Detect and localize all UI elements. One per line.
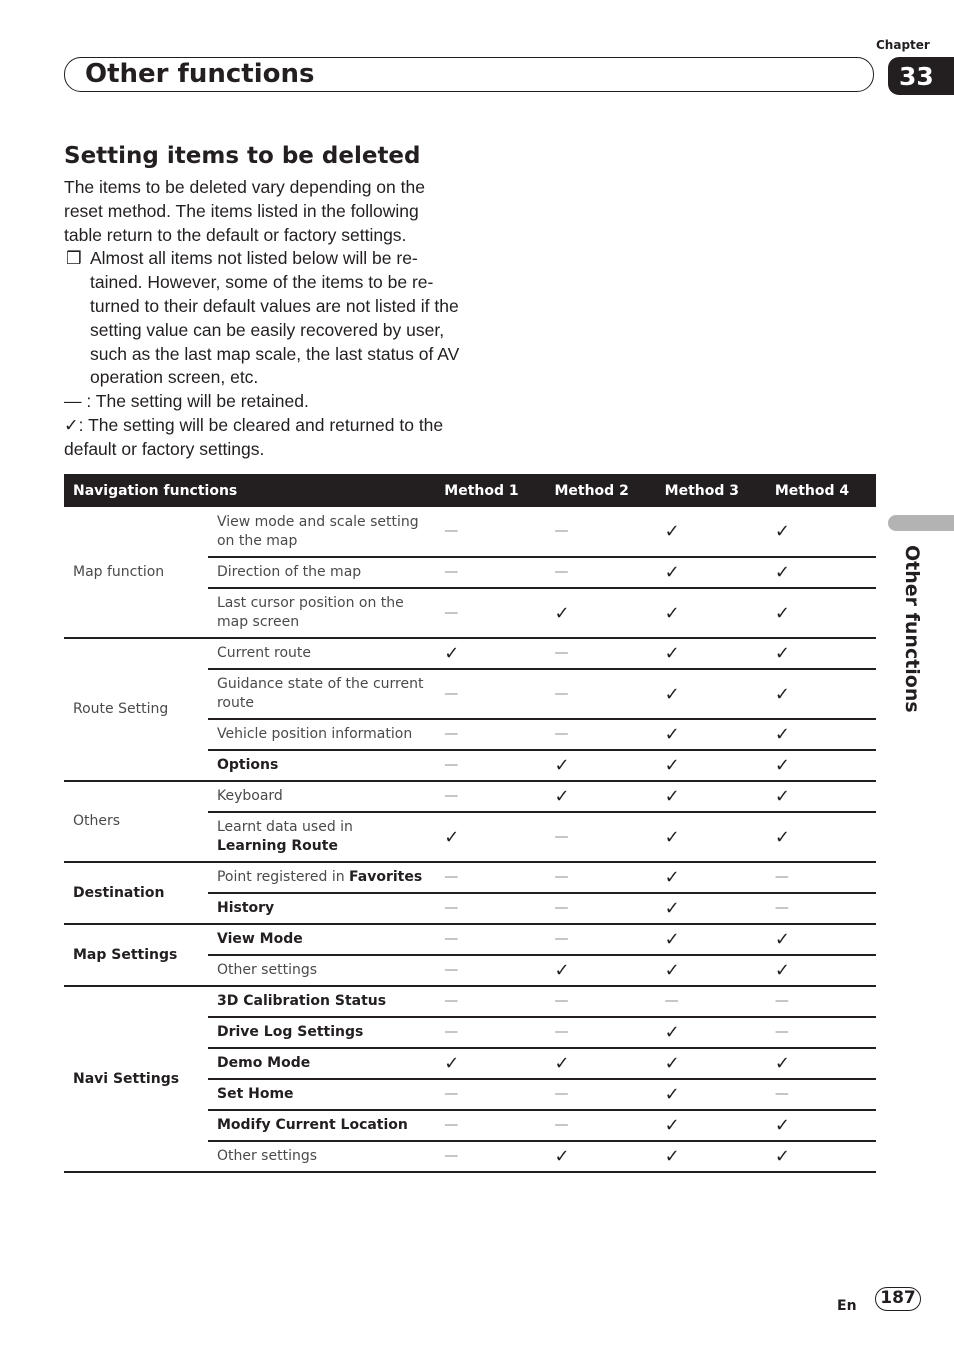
method-1-mark: ✓ xyxy=(435,638,545,669)
method-4-mark: ✓ xyxy=(766,781,876,812)
method-4-mark: ✓ xyxy=(766,507,876,557)
setting-item: History xyxy=(208,893,435,924)
method-4-mark: ✓ xyxy=(766,812,876,862)
method-3-mark: ✓ xyxy=(656,812,766,862)
setting-item: Demo Mode xyxy=(208,1048,435,1079)
method-3-mark: ✓ xyxy=(656,588,766,638)
header-method-2: Method 2 xyxy=(545,474,655,507)
setting-item-prefix: Point registered in xyxy=(216,869,350,885)
method-1-mark: — xyxy=(435,1141,545,1172)
method-4-mark: ✓ xyxy=(766,955,876,986)
setting-item: Drive Log Settings xyxy=(208,1017,435,1048)
method-1-mark: — xyxy=(435,986,545,1017)
method-1-mark: — xyxy=(435,1110,545,1141)
method-1-mark: — xyxy=(435,719,545,750)
setting-item: Keyboard xyxy=(208,781,435,812)
setting-item: Set Home xyxy=(208,1079,435,1110)
method-3-mark: ✓ xyxy=(656,1079,766,1110)
header-method-1: Method 1 xyxy=(435,474,545,507)
method-2-mark: — xyxy=(545,557,655,588)
method-3-mark: ✓ xyxy=(656,557,766,588)
header-method-4: Method 4 xyxy=(766,474,876,507)
method-1-mark: — xyxy=(435,1079,545,1110)
method-4-mark: — xyxy=(766,1017,876,1048)
header-bar xyxy=(64,57,874,92)
settings-table xyxy=(64,474,876,1173)
table-row xyxy=(64,986,876,1017)
method-2-mark: — xyxy=(545,812,655,862)
setting-item: 3D Calibration Status xyxy=(208,986,435,1017)
method-2-mark: — xyxy=(545,862,655,893)
setting-item xyxy=(208,862,435,893)
method-1-mark: — xyxy=(435,1017,545,1048)
group-label: Map Settings xyxy=(64,924,208,986)
method-2-mark: ✓ xyxy=(545,955,655,986)
checkbox-bullet-icon: ❒ xyxy=(66,248,82,269)
method-3-mark: ✓ xyxy=(656,862,766,893)
method-2-mark: — xyxy=(545,924,655,955)
note-text: Almost all items not listed below will be re- tained. However, some of the items to be re- turned to their default values are not listed if the setting value can be easily recovered by user, such as the last map scale, the last status of AV operation screen, etc. xyxy=(90,248,460,388)
method-2-mark: — xyxy=(545,1110,655,1141)
setting-item: Direction of the map xyxy=(208,557,435,588)
intro-paragraph: The items to be deleted vary depending on the reset method. The items listed in the following table return to the default or factory settings. xyxy=(64,177,425,245)
table-header-row xyxy=(64,474,876,507)
method-1-mark: — xyxy=(435,924,545,955)
method-1-mark: — xyxy=(435,893,545,924)
setting-item: View mode and scale setting on the map xyxy=(208,507,435,557)
side-tab-label: Other functions xyxy=(901,545,923,713)
setting-item-bold: Favorites xyxy=(349,869,423,885)
table-row xyxy=(64,507,876,557)
method-4-mark: — xyxy=(766,862,876,893)
table-row xyxy=(64,924,876,955)
chapter-number-badge: 33 xyxy=(888,57,954,95)
method-2-mark: — xyxy=(545,638,655,669)
method-1-mark: ✓ xyxy=(435,812,545,862)
method-3-mark: ✓ xyxy=(656,719,766,750)
method-4-mark: ✓ xyxy=(766,1141,876,1172)
table-row xyxy=(64,638,876,669)
group-label: Destination xyxy=(64,862,208,924)
method-2-mark: — xyxy=(545,986,655,1017)
method-3-mark: ✓ xyxy=(656,1141,766,1172)
method-1-mark: — xyxy=(435,588,545,638)
method-1-mark: — xyxy=(435,669,545,719)
method-2-mark: ✓ xyxy=(545,750,655,781)
chapter-label: Chapter xyxy=(876,38,930,52)
method-3-mark: ✓ xyxy=(656,750,766,781)
table-row xyxy=(64,862,876,893)
footer-language: En xyxy=(837,1298,857,1314)
method-2-mark: ✓ xyxy=(545,588,655,638)
setting-item: Guidance state of the current route xyxy=(208,669,435,719)
intro-block xyxy=(64,176,460,462)
setting-item: Last cursor position on the map screen xyxy=(208,588,435,638)
method-4-mark: ✓ xyxy=(766,1048,876,1079)
method-4-mark: ✓ xyxy=(766,750,876,781)
method-3-mark: ✓ xyxy=(656,1017,766,1048)
method-2-mark: — xyxy=(545,893,655,924)
method-3-mark: ✓ xyxy=(656,507,766,557)
method-3-mark: ✓ xyxy=(656,893,766,924)
note-item xyxy=(64,247,460,390)
legend-retained: — : The setting will be retained. xyxy=(64,391,309,412)
method-2-mark: — xyxy=(545,1017,655,1048)
method-2-mark: — xyxy=(545,719,655,750)
side-tab-marker xyxy=(888,515,954,531)
setting-item: Modify Current Location xyxy=(208,1110,435,1141)
method-1-mark: — xyxy=(435,557,545,588)
method-4-mark: — xyxy=(766,1079,876,1110)
setting-item: Current route xyxy=(208,638,435,669)
method-2-mark: — xyxy=(545,1079,655,1110)
method-4-mark: ✓ xyxy=(766,588,876,638)
method-3-mark: ✓ xyxy=(656,781,766,812)
page-number: 187 xyxy=(875,1287,921,1311)
method-4-mark: ✓ xyxy=(766,557,876,588)
group-label: Navi Settings xyxy=(64,986,208,1172)
legend-cleared: ✓: The setting will be cleared and returned to the default or factory settings. xyxy=(64,414,444,459)
method-4-mark: ✓ xyxy=(766,719,876,750)
setting-item xyxy=(208,812,435,862)
group-label: Map function xyxy=(64,507,208,638)
method-4-mark: — xyxy=(766,986,876,1017)
setting-item: Other settings xyxy=(208,1141,435,1172)
method-2-mark: — xyxy=(545,669,655,719)
group-label: Route Setting xyxy=(64,638,208,781)
setting-item-bold: Learning Route xyxy=(216,838,338,854)
page-header-title: Other functions xyxy=(85,59,315,89)
method-4-mark: ✓ xyxy=(766,1110,876,1141)
method-3-mark: ✓ xyxy=(656,669,766,719)
method-4-mark: — xyxy=(766,893,876,924)
method-2-mark: ✓ xyxy=(545,781,655,812)
section-title: Setting items to be deleted xyxy=(64,143,421,169)
setting-item: Other settings xyxy=(208,955,435,986)
setting-item: Options xyxy=(208,750,435,781)
method-4-mark: ✓ xyxy=(766,924,876,955)
method-2-mark: ✓ xyxy=(545,1048,655,1079)
method-1-mark: — xyxy=(435,750,545,781)
setting-item: Vehicle position information xyxy=(208,719,435,750)
header-method-3: Method 3 xyxy=(656,474,766,507)
table-row xyxy=(64,781,876,812)
method-3-mark: ✓ xyxy=(656,955,766,986)
method-1-mark: — xyxy=(435,507,545,557)
method-3-mark: ✓ xyxy=(656,1048,766,1079)
setting-item-prefix: Learnt data used in xyxy=(216,819,353,835)
table-body xyxy=(64,507,876,1172)
method-3-mark: ✓ xyxy=(656,638,766,669)
method-1-mark: — xyxy=(435,781,545,812)
method-1-mark: — xyxy=(435,862,545,893)
method-3-mark: — xyxy=(656,986,766,1017)
method-1-mark: — xyxy=(435,955,545,986)
method-3-mark: ✓ xyxy=(656,1110,766,1141)
group-label: Others xyxy=(64,781,208,862)
method-4-mark: ✓ xyxy=(766,638,876,669)
setting-item: View Mode xyxy=(208,924,435,955)
header-navigation-functions: Navigation functions xyxy=(64,474,435,507)
method-2-mark: ✓ xyxy=(545,1141,655,1172)
method-3-mark: ✓ xyxy=(656,924,766,955)
method-1-mark: ✓ xyxy=(435,1048,545,1079)
method-4-mark: ✓ xyxy=(766,669,876,719)
method-2-mark: — xyxy=(545,507,655,557)
